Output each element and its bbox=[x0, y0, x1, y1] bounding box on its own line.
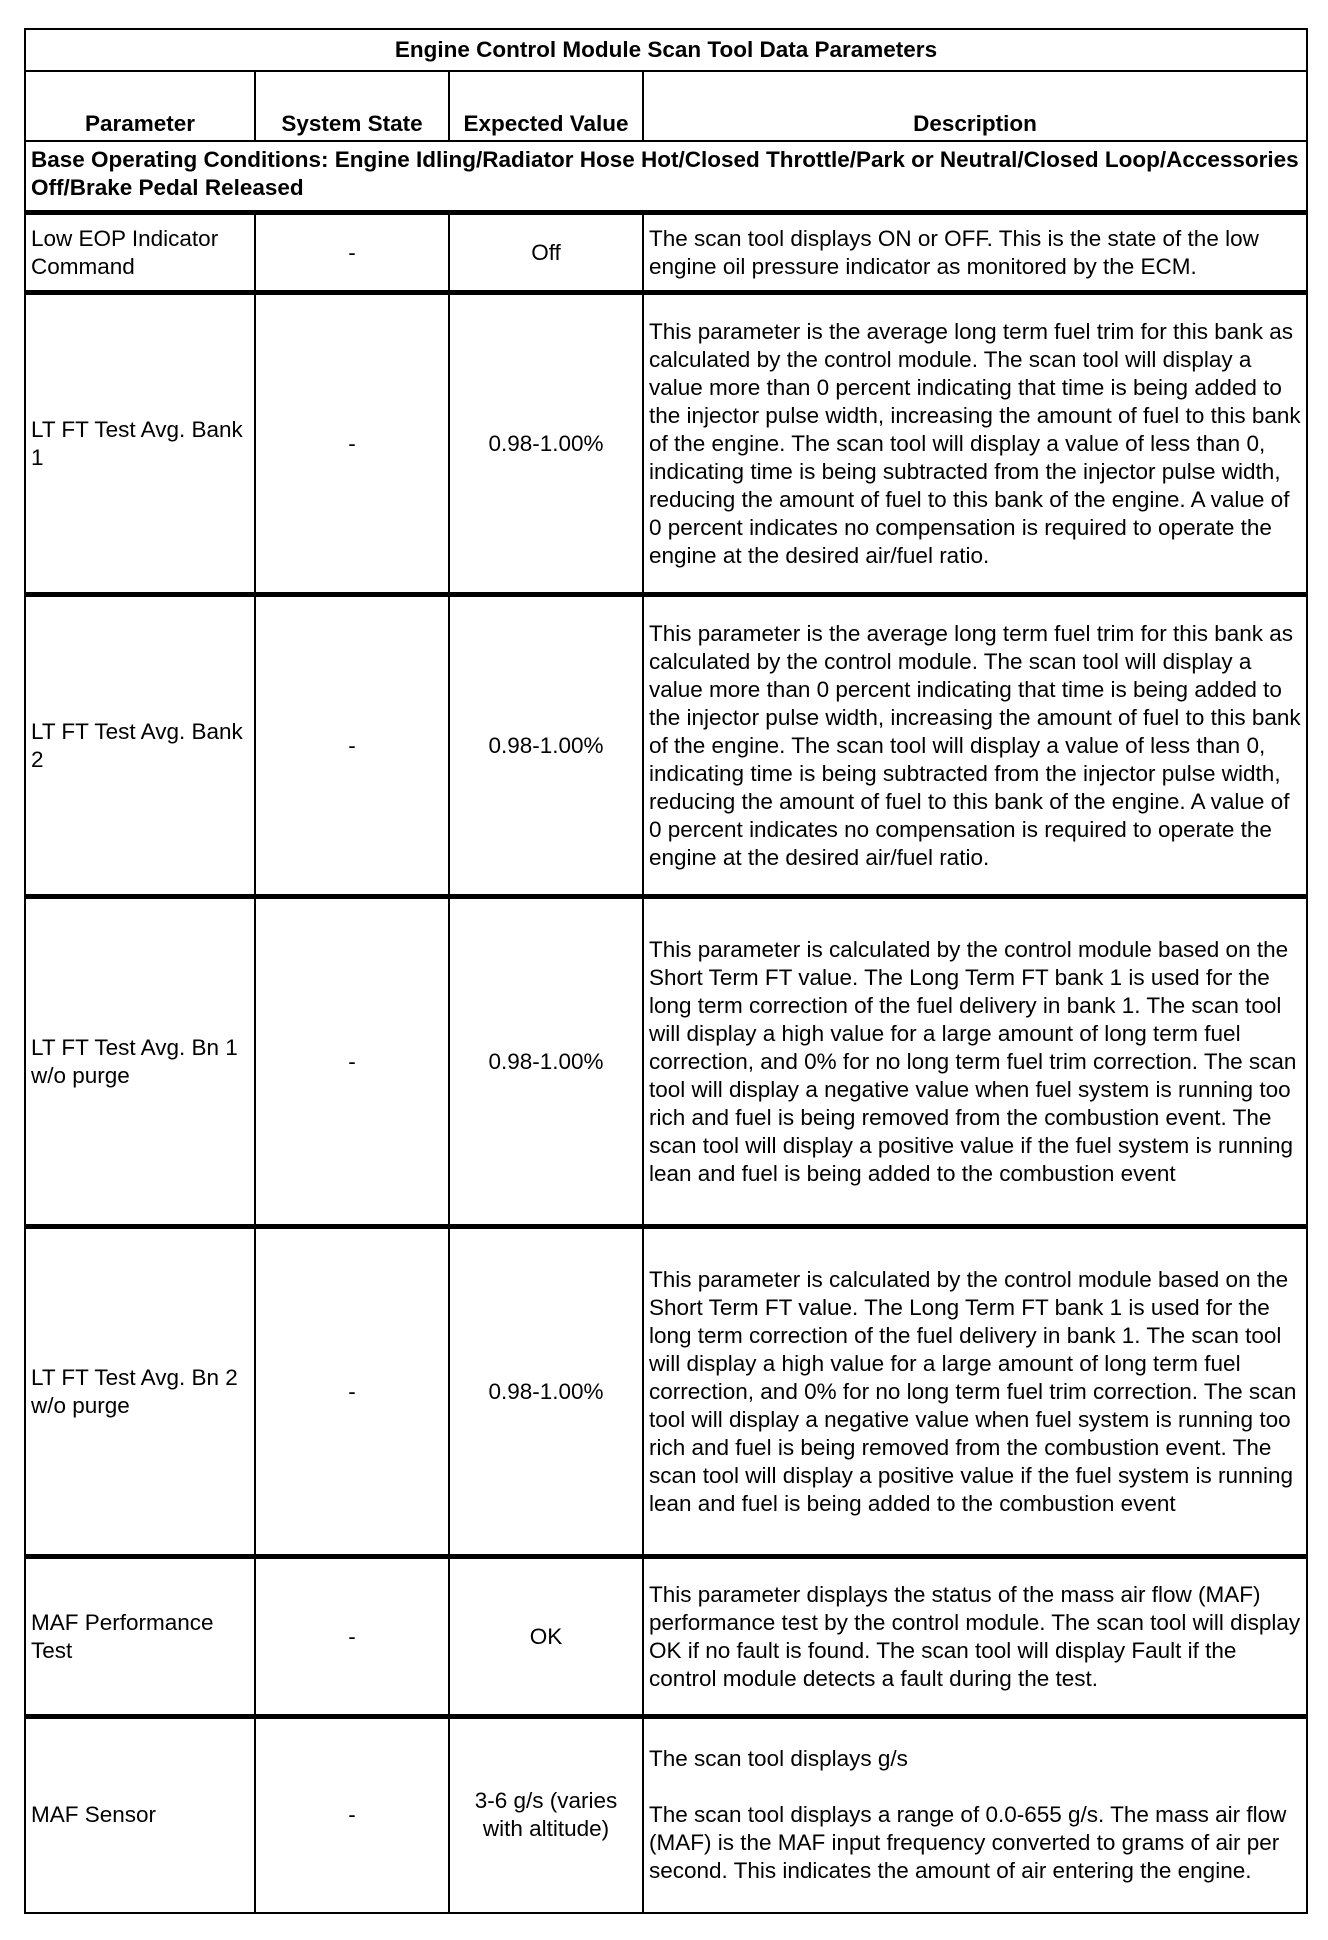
table-row bbox=[25, 1557, 1307, 1717]
description-cell: The scan tool displays ON or OFF. This is the state of the low engine oil pressure indicator as monitored by the ECM. bbox=[643, 213, 1307, 293]
system-state-cell: - bbox=[255, 595, 449, 897]
description-cell: This parameter is calculated by the control module based on the Short Term FT value. The Long Term FT bank 1 is used for the long term correction of the fuel delivery in bank 1. The scan tool will display a high value for a large amount of long term fuel correction, and 0% for no long term fuel trim correction. The scan tool will display a negative value when fuel system is running too rich and fuel is being removed from the combustion event. The scan tool will display a positive value if the fuel system is running lean and fuel is being added to the combustion event bbox=[643, 1227, 1307, 1557]
parameter-cell: LT FT Test Avg. Bank 2 bbox=[25, 595, 255, 897]
description-cell: This parameter is the average long term fuel trim for this bank as calculated by the control module. The scan tool will display a value more than 0 percent indicating that time is being added to the injector pulse width, increasing the amount of fuel to this bank of the engine. The scan tool will display a value of less than 0, indicating time is being subtracted from the injector pulse width, reducing the amount of fuel to this bank of the engine. A value of 0 percent indicates no compensation is required to operate the engine at the desired air/fuel ratio. bbox=[643, 595, 1307, 897]
system-state-cell: - bbox=[255, 897, 449, 1227]
table-row bbox=[25, 1227, 1307, 1557]
expected-value-cell: 0.98-1.00% bbox=[449, 897, 643, 1227]
table-row bbox=[25, 293, 1307, 595]
table-header-row bbox=[25, 71, 1307, 141]
table-row bbox=[25, 897, 1307, 1227]
system-state-cell: - bbox=[255, 1717, 449, 1913]
table-row bbox=[25, 595, 1307, 897]
base-operating-conditions-row bbox=[25, 141, 1307, 213]
header-description: Description bbox=[643, 71, 1307, 141]
description-cell: This parameter is calculated by the control module based on the Short Term FT value. The Long Term FT bank 1 is used for the long term correction of the fuel delivery in bank 1. The scan tool will display a high value for a large amount of long term fuel correction, and 0% for no long term fuel trim correction. The scan tool will display a negative value when fuel system is running too rich and fuel is being removed from the combustion event. The scan tool will display a positive value if the fuel system is running lean and fuel is being added to the combustion event bbox=[643, 897, 1307, 1227]
paragraph-gap bbox=[649, 1773, 1301, 1801]
expected-value-cell: 0.98-1.00% bbox=[449, 293, 643, 595]
expected-value-cell: Off bbox=[449, 213, 643, 293]
header-system-state: System State bbox=[255, 71, 449, 141]
system-state-cell: - bbox=[255, 1227, 449, 1557]
parameter-cell: LT FT Test Avg. Bank 1 bbox=[25, 293, 255, 595]
expected-value-cell: 3-6 g/s (varies with altitude) bbox=[449, 1717, 643, 1913]
description-first-paragraph: The scan tool displays g/s bbox=[649, 1746, 908, 1772]
base-operating-conditions: Base Operating Conditions: Engine Idling/Radiator Hose Hot/Closed Throttle/Park or Neutral/Closed Loop/Accessories Off/Brake Pedal Released bbox=[25, 141, 1307, 213]
parameter-cell: LT FT Test Avg. Bn 2 w/o purge bbox=[25, 1227, 255, 1557]
description-cell: This parameter is the average long term fuel trim for this bank as calculated by the control module. The scan tool will display a value more than 0 percent indicating that time is being added to the injector pulse width, increasing the amount of fuel to this bank of the engine. The scan tool will display a value of less than 0, indicating time is being subtracted from the injector pulse width, reducing the amount of fuel to this bank of the engine. A value of 0 percent indicates no compensation is required to operate the engine at the desired air/fuel ratio. bbox=[643, 293, 1307, 595]
expected-value-cell: OK bbox=[449, 1557, 643, 1717]
system-state-cell: - bbox=[255, 293, 449, 595]
expected-value-cell: 0.98-1.00% bbox=[449, 595, 643, 897]
table-title: Engine Control Module Scan Tool Data Parameters bbox=[25, 29, 1307, 71]
header-expected-value: Expected Value bbox=[449, 71, 643, 141]
parameter-cell: Low EOP Indicator Command bbox=[25, 213, 255, 293]
system-state-cell: - bbox=[255, 213, 449, 293]
table-row bbox=[25, 1717, 1307, 1913]
system-state-cell: - bbox=[255, 1557, 449, 1717]
expected-value-cell: 0.98-1.00% bbox=[449, 1227, 643, 1557]
parameter-cell: MAF Sensor bbox=[25, 1717, 255, 1913]
scan-tool-data-table-sheet bbox=[24, 28, 1308, 1914]
description-second-paragraph: The scan tool displays a range of 0.0-655 g/s. The mass air flow (MAF) is the MAF input frequency converted to grams of air per second. This indicates the amount of air entering the engine. bbox=[649, 1802, 1287, 1884]
description-cell bbox=[643, 1717, 1307, 1913]
parameter-cell: LT FT Test Avg. Bn 1 w/o purge bbox=[25, 897, 255, 1227]
scan-tool-data-table bbox=[24, 28, 1308, 1914]
description-cell: This parameter displays the status of the mass air flow (MAF) performance test by the control module. The scan tool will display OK if no fault is found. The scan tool will display Fault if the control module detects a fault during the test. bbox=[643, 1557, 1307, 1717]
header-parameter: Parameter bbox=[25, 71, 255, 141]
table-title-row bbox=[25, 29, 1307, 71]
table-row bbox=[25, 213, 1307, 293]
parameter-cell: MAF Performance Test bbox=[25, 1557, 255, 1717]
